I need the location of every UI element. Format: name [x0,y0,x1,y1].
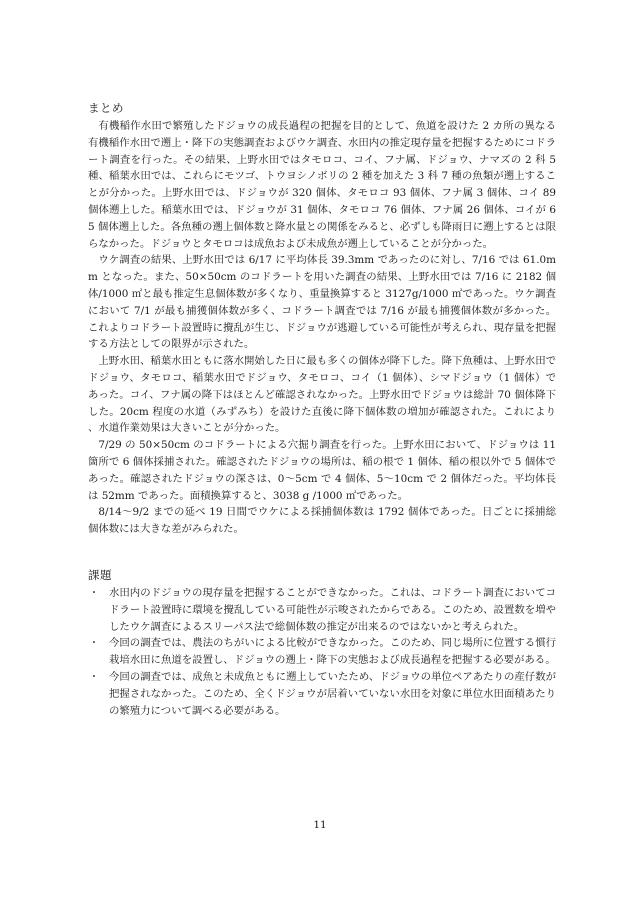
issue-text: 水田内のドジョウの現存量を把握することができなかった。これは、コドラート調査においてコドラート設置時に環境を攪乱している可能性が示唆されたからである。このため、設置数を増やしたウケ調査によるスリーパス法で総個体数の推定が出来るのではないかと考えられた。 [109,587,556,633]
bullet-icon: ・ [88,637,100,650]
summary-body [88,118,556,538]
page-number: 11 [313,819,327,831]
issue-item [88,635,556,669]
summary-paragraph: 7/29 の 50×50cm のコドラートによる穴掘り調査を行った。上野水田において、ドジョウは 11 箇所で 6 個体採捕された。確認されたドジョウの場所は、稲の根で 1 個体、稲の根以外で 5 個体であった。確認されたドジョウの深さは、0～5cm で 4 個体、5～10cm で 2 個体だった。平均体長は 52mm であった。面積換算すると、3038 g /1000 ㎡であった。 [88,439,556,502]
bullet-icon: ・ [88,587,100,599]
issue-item [88,585,556,635]
issue-text: 今回の調査では、農法のちがいによる比較ができなかった。このため、同じ場所に位置する慣行栽培水田に魚道を設置し、ドジョウの遡上・降下の実態および成長過程を把握する必要がある。 [109,637,556,667]
summary-heading: まとめ [88,101,124,115]
summary-paragraph: ウケ調査の結果、上野水田では 6/17 に平均体長 39.3mm であったのに対し、7/16 では 61.0mm となった。また、50×50cm のコドラートを用いた調査の結果、上野水田では 7/16 に 2182 個体/1000 ㎡と最も推定生息個体数が多くなり、重量換算すると 3127g/1000 ㎡であった。ウケ調査において 7/1 が最も捕獲個体数が多く、コドラート調査では 7/16 が最も捕獲個体数が多かった。これよりコドラート設置時に攪乱が生じ、ドジョウが逃避している可能性が考えられ、現存量を把握する方法としての限界が示された。 [88,254,556,351]
issue-text: 今回の調査では、成魚と未成魚ともに遡上していたため、ドジョウの単位ペアあたりの産仔数が把握されなかった。このため、全くドジョウが居着いていない水田を対象に単位水田面積あたりの繁殖力について調べる必要がある。 [109,670,556,717]
issues-heading: 課題 [88,568,112,582]
summary-paragraph: 有機稲作水田で繁殖したドジョウの成長過程の把握を目的として、魚道を設けた 2 カ所の異なる有機稲作水田で遡上・降下の実態調査およびウケ調査、水田内の推定現存量を把握するためにコドラート調査を行った。その結果、上野水田ではタモロコ、コイ、フナ属、ドジョウ、ナマズの 2 科 5 種、稲葉水田では、これらにモツゴ、トウヨシノボリの 2 種を加えた 3 科 7 種の魚類が遡上することが分かった。上野水田では、ドジョウが 320 個体、タモロコ 93 個体、フナ属 3 個体、コイ 89 個体遡上した。稲葉水田では、ドジョウが 31 個体、タモロコ 76 個体、フナ属 26 個体、コイが 65 個体遡上した。各魚種の遡上個体数と降水量との関係をみると、必ずしも降雨日に遡上するとは限らなかった。ドジョウとタモロコは成魚および未成魚が遡上していることが分かった。 [88,120,556,250]
summary-paragraph: 上野水田、稲葉水田ともに落水開始した日に最も多くの個体が降下した。降下魚種は、上野水田でドジョウ、タモロコ、稲葉水田でドジョウ、タモロコ、コイ（1 個体）、シマドジョウ（1 個体）であった。コイ、フナ属の降下はほとんど確認されなかった。上野水田でドジョウは総計 70 個体降下した。20cm 程度の水道（みずみち）を設けた直後に降下個体数の増加が確認された。これにより、水道作業効果は大きいことが分かった。 [88,355,556,435]
summary-paragraph: 8/14～9/2 までの延べ 19 日間でウケによる採捕個体数は 1792 個体であった。日ごとに採捕総個体数には大きな差がみられた。 [88,506,556,536]
issue-item [88,669,556,719]
bullet-icon: ・ [88,670,100,683]
issue-list [88,585,556,719]
